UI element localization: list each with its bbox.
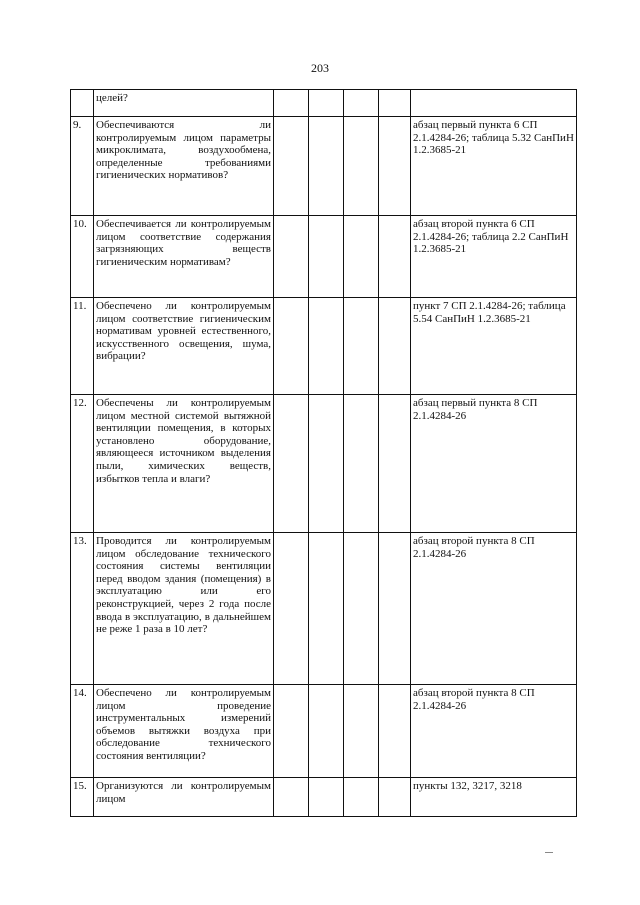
answer-cell [379,395,411,533]
regulation-reference [411,90,577,117]
answer-cell [309,298,344,395]
row-number: 11. [71,298,94,395]
requirement-question: Обеспечено ли контролируемым лицом соответствие гигиеническим нормативам уровней естественного, искусственного освещения, шума, вибрации? [94,298,274,395]
answer-cell [274,298,309,395]
answer-cell [274,778,309,817]
row-number: 9. [71,117,94,216]
answer-cell [379,90,411,117]
row-number: 14. [71,685,94,778]
regulation-reference: пункт 7 СП 2.1.4284-26; таблица 5.54 СанПиН 1.2.3685-21 [411,298,577,395]
regulation-reference: абзац второй пункта 6 СП 2.1.4284-26; таблица 2.2 СанПиН 1.2.3685-21 [411,216,577,298]
requirement-question: Обеспечивается ли контролируемым лицом соответствие содержания загрязняющих веществ гигиеническим нормативам? [94,216,274,298]
page-number: 203 [311,61,329,75]
answer-cell [309,216,344,298]
regulation-reference: абзац второй пункта 8 СП 2.1.4284-26 [411,533,577,685]
answer-cell [274,117,309,216]
requirement-question: Проводится ли контролируемым лицом обследование технического состояния системы вентиляции перед вводом здания (помещения) в эксплуатацию или его реконструкцией, через 2 года после ввода в эксплуатацию, в дальнейшем не реже 1 раза в 10 лет? [94,533,274,685]
answer-cell [309,533,344,685]
table-row [71,533,577,685]
requirement-question: Обеспечены ли контролируемым лицом местной системой вытяжной вентиляции помещения, в которых установлено оборудование, являющееся источником выделения пыли, химических веществ, избытков тепла и влаги? [94,395,274,533]
answer-cell [309,395,344,533]
row-number: 12. [71,395,94,533]
answer-cell [274,90,309,117]
regulation-reference: абзац первый пункта 6 СП 2.1.4284-26; таблица 5.32 СанПиН 1.2.3685-21 [411,117,577,216]
table-row [71,395,577,533]
answer-cell [379,216,411,298]
answer-cell [274,533,309,685]
table-row [71,117,577,216]
answer-cell [309,117,344,216]
answer-cell [274,395,309,533]
answer-cell [344,778,379,817]
table-row [71,685,577,778]
regulation-reference: пункты 132, 3217, 3218 [411,778,577,817]
answer-cell [379,298,411,395]
requirement-question: Обеспечиваются ли контролируемым лицом параметры микроклимата, воздухообмена, определенные требованиями гигиенических нормативов? [94,117,274,216]
requirement-question: Обеспечено ли контролируемым лицом проведение инструментальных измерений объемов вытяжки воздуха при обследование технического состояния вентиляции? [94,685,274,778]
answer-cell [309,778,344,817]
regulation-reference: абзац первый пункта 8 СП 2.1.4284-26 [411,395,577,533]
answer-cell [344,117,379,216]
answer-cell [379,778,411,817]
requirement-question: целей? [94,90,274,117]
row-number: 15. [71,778,94,817]
answer-cell [309,685,344,778]
answer-cell [344,90,379,117]
answer-cell [379,685,411,778]
row-number [71,90,94,117]
answer-cell [344,216,379,298]
answer-cell [309,90,344,117]
table-row [71,298,577,395]
table-row [71,90,577,117]
answer-cell [344,685,379,778]
row-number: 13. [71,533,94,685]
answer-cell [344,395,379,533]
regulation-reference: абзац второй пункта 8 СП 2.1.4284-26 [411,685,577,778]
table-row [71,216,577,298]
requirement-question: Организуются ли контролируемым лицом [94,778,274,817]
answer-cell [344,298,379,395]
scan-mark [545,852,553,853]
answer-cell [274,685,309,778]
checklist-table [70,89,577,817]
answer-cell [274,216,309,298]
answer-cell [344,533,379,685]
row-number: 10. [71,216,94,298]
answer-cell [379,533,411,685]
answer-cell [379,117,411,216]
table-row [71,778,577,817]
